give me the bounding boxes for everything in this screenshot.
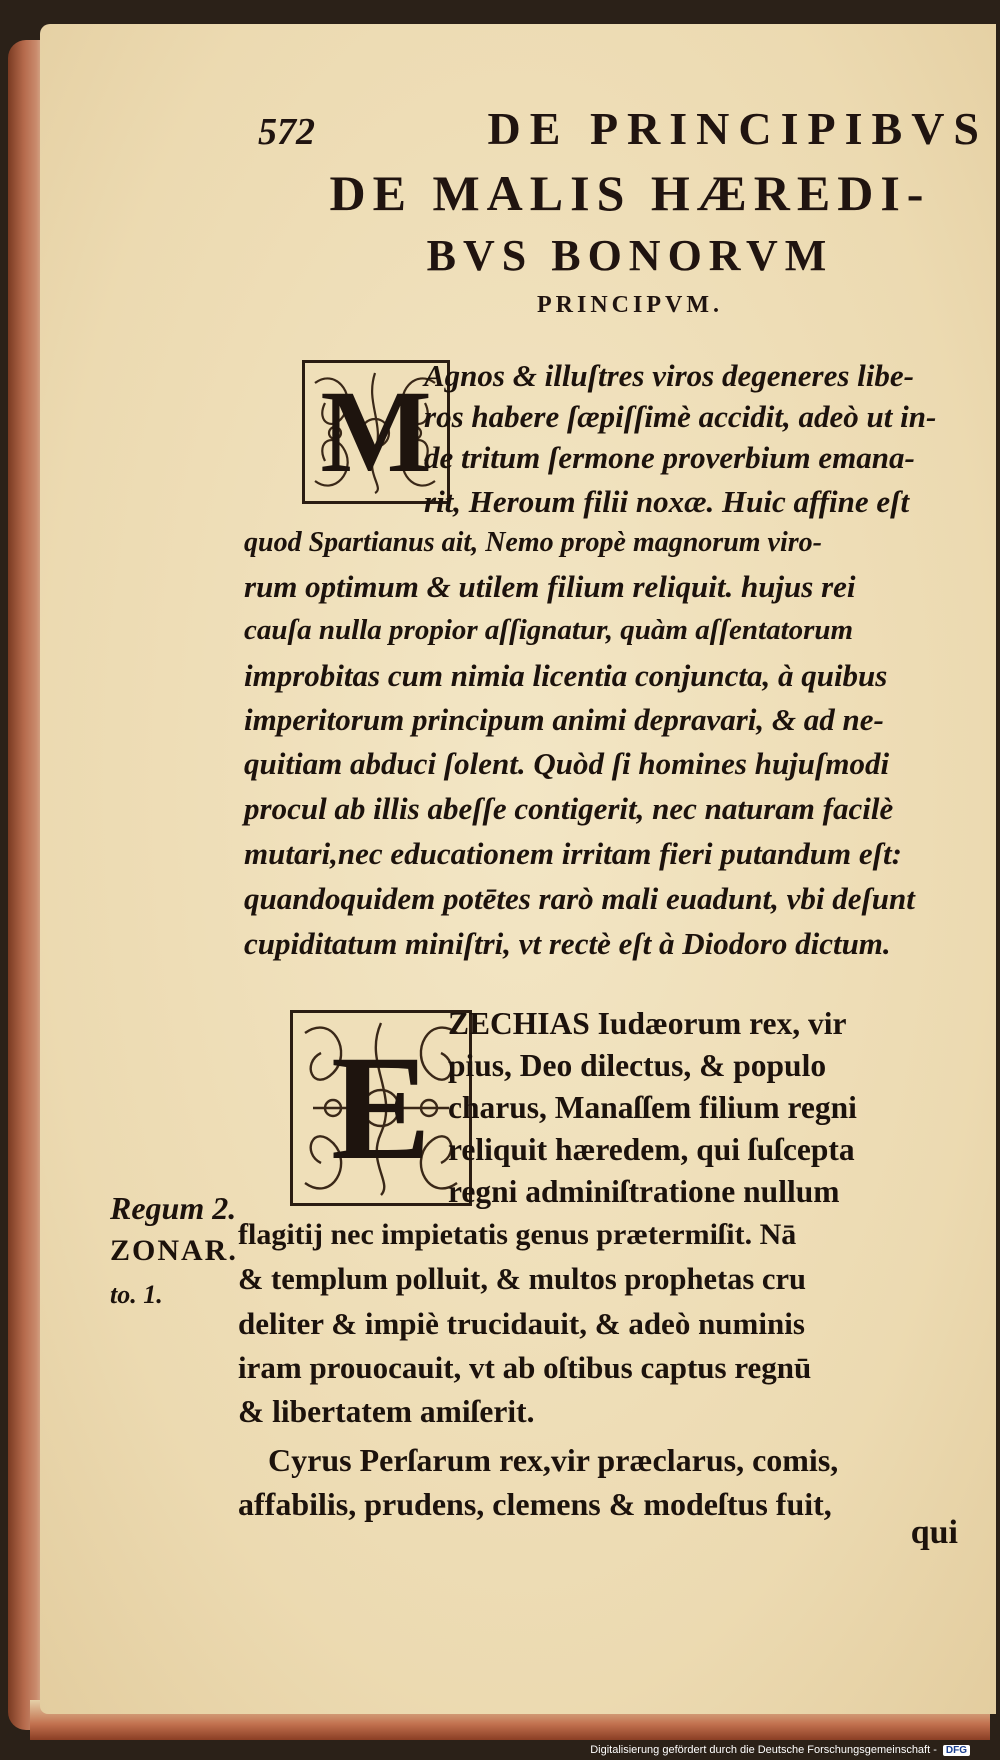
initial-letter-e: E (330, 1025, 432, 1191)
text-line: mutari,nec educationem irritam fieri putandum eſt: (244, 836, 902, 871)
text-line: affabilis, prudens, clemens & modeſtus fuit, (238, 1486, 832, 1522)
text-line: imperitorum principum animi depravari, & ad ne- (244, 702, 884, 737)
decorated-initial-e (290, 1010, 472, 1206)
chapter-title-line-2: BVS BONORVM (426, 231, 834, 280)
text-line: de tritum ſermone proverbium emana- (424, 440, 915, 475)
text-line: deliter & impiè trucidauit, & adeò numinis (238, 1306, 805, 1341)
marginal-note-zonar: ZONAR. (110, 1234, 238, 1267)
text-line: improbitas cum nimia licentia conjuncta, à quibus (244, 658, 888, 693)
text-line: ZECHIAS Iudæorum rex, vir (448, 1006, 847, 1041)
running-head: DE PRINCIPIBVS (487, 103, 988, 154)
text-line: flagitij nec impietatis genus prætermiſit. Nā (238, 1218, 797, 1251)
text-line: Agnos & illuſtres viros degeneres libe- (424, 358, 914, 393)
book-page (40, 24, 996, 1714)
text-line: rit, Heroum filii noxæ. Huic affine eſt (424, 484, 910, 519)
text-line: charus, Manaſſem filium regni (448, 1090, 857, 1125)
text-line: cauſa nulla propior aſſignatur, quàm aſſentatorum (244, 614, 854, 646)
chapter-title-line-1: DE MALIS HÆREDI- (329, 165, 931, 221)
text-line: iram prouocauit, vt ab oſtibus captus regnū (238, 1350, 812, 1385)
digitization-credit (590, 1744, 970, 1756)
text-line: pius, Deo dilectus, & populo (448, 1048, 827, 1083)
text-line: quandoquidem potētes rarò mali euadunt, vbi deſunt (244, 881, 915, 916)
text-line: & libertatem amiſerit. (238, 1394, 535, 1429)
text-line: regni adminiſtratione nullum (448, 1174, 840, 1209)
text-line: quod Spartianus ait, Nemo propè magnorum viro- (244, 527, 822, 558)
catchword: qui (910, 1514, 958, 1551)
text-line: quitiam abduci ſolent. Quòd ſi homines hujuſmodi (244, 746, 890, 781)
text-line: rum optimum & utilem filium reliquit. hujus rei (244, 569, 856, 604)
text-line: cupiditatum miniſtri, vt rectè eſt à Diodoro dictum. (244, 926, 891, 961)
chapter-title-line-3: PRINCIPVM. (537, 292, 723, 318)
text-line: & templum polluit, & multos prophetas cru (238, 1262, 806, 1296)
text-line: procul ab illis abeſſe contigerit, nec naturam facilè (244, 791, 894, 826)
initial-letter-m: M (320, 366, 432, 497)
decorated-initial-m (302, 360, 450, 504)
page-number: 572 (258, 111, 315, 153)
text-line: Cyrus Perſarum rex,vir præclarus, comis, (268, 1442, 839, 1478)
page-header (258, 102, 988, 155)
text-line: ros habere ſæpiſſimè accidit, adeò ut in- (424, 399, 937, 434)
marginal-note-regum: Regum 2. (110, 1190, 237, 1226)
text-line: reliquit hæredem, qui ſuſcepta (448, 1132, 855, 1167)
credit-text: Digitalisierung gefördert durch die Deutsche Forschungsgemeinschaft - (590, 1744, 937, 1756)
dfg-logo-icon: DFG (943, 1745, 970, 1756)
marginal-note-tome: to. 1. (110, 1280, 163, 1309)
